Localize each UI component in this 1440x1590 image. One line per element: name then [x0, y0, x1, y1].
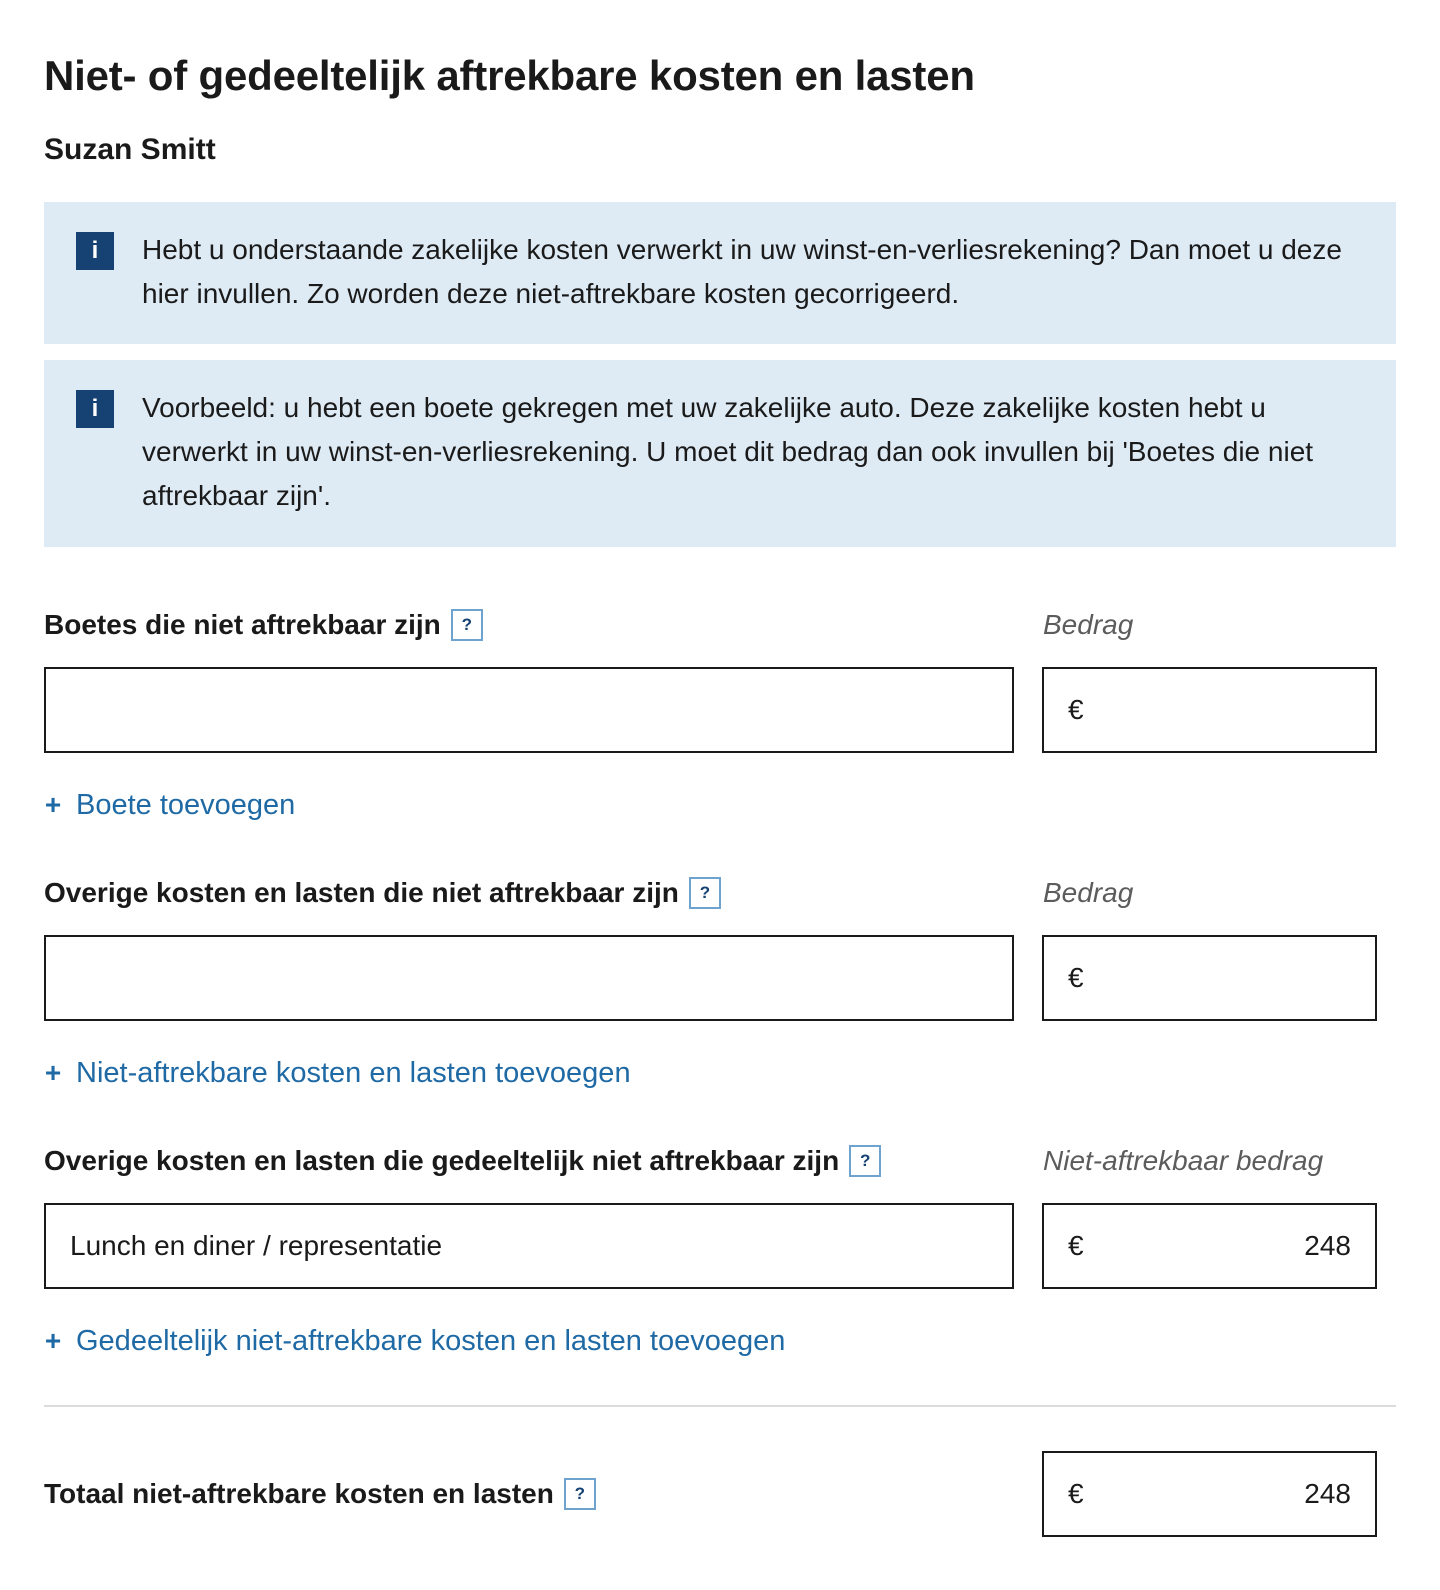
amount-header: Niet-aftrekbaar bedrag	[1043, 1145, 1324, 1176]
fine-description-input[interactable]	[44, 667, 1014, 753]
euro-icon: €	[1068, 962, 1084, 993]
section-head	[44, 873, 1396, 913]
other-cost-description-input[interactable]	[44, 935, 1014, 1021]
input-row	[44, 935, 1396, 1021]
add-link-label: Gedeeltelijk niet-aftrekbare kosten en lasten toevoegen	[76, 1325, 786, 1357]
divider	[44, 1405, 1396, 1407]
help-icon[interactable]: ?	[689, 877, 721, 909]
info-box-example	[44, 360, 1396, 547]
partial-cost-amount-input[interactable]	[1092, 1230, 1351, 1262]
page-title: Niet- of gedeeltelijk aftrekbare kosten en lasten	[44, 52, 975, 99]
section-label: Overige kosten en lasten die gedeeltelijk niet aftrekbaar zijn	[44, 1145, 840, 1176]
section-label: Overige kosten en lasten die niet aftrekbaar zijn	[44, 877, 679, 908]
other-cost-amount-field[interactable]	[1042, 935, 1377, 1021]
euro-icon: €	[1068, 1478, 1084, 1509]
total-label: Totaal niet-aftrekbare kosten en lasten	[44, 1478, 554, 1509]
info-box-instructions	[44, 202, 1396, 344]
amount-header: Bedrag	[1043, 609, 1134, 640]
partial-cost-description-input[interactable]	[44, 1203, 1014, 1289]
euro-icon: €	[1068, 1230, 1084, 1261]
person-name: Suzan Smitt	[44, 133, 216, 166]
plus-icon: +	[44, 1057, 62, 1088]
partial-cost-amount-field[interactable]	[1042, 1203, 1377, 1289]
total-amount-field[interactable]	[1042, 1451, 1377, 1537]
add-link-label: Niet-aftrekbare kosten en lasten toevoegen	[76, 1057, 631, 1089]
plus-icon: +	[44, 789, 62, 820]
euro-icon: €	[1068, 694, 1084, 725]
help-icon[interactable]: ?	[849, 1145, 881, 1177]
plus-icon: +	[44, 1325, 62, 1356]
info-icon: i	[76, 390, 114, 428]
total-row	[44, 1451, 1396, 1537]
info-icon: i	[76, 232, 114, 270]
info-text: Voorbeeld: u hebt een boete gekregen met uw zakelijke auto. Deze zakelijke kosten hebt u verwerkt in uw winst-en-verliesrekening. U moet dit bedrag dan ook invullen bij 'Boetes die niet aftrekbaar zijn'.	[142, 392, 1314, 511]
section-fines	[44, 605, 1396, 825]
input-row	[44, 1203, 1396, 1289]
add-other-cost-link[interactable]	[44, 1053, 1396, 1093]
amount-header: Bedrag	[1043, 877, 1134, 908]
info-text: Hebt u onderstaande zakelijke kosten verwerkt in uw winst-en-verliesrekening? Dan moet u deze hier invullen. Zo worden deze niet-aftrekbare kosten gecorrigeerd.	[142, 234, 1342, 309]
section-partial-costs	[44, 1141, 1396, 1361]
fine-amount-input[interactable]	[1092, 694, 1351, 726]
input-row	[44, 667, 1396, 753]
add-partial-cost-link[interactable]	[44, 1321, 1396, 1361]
add-link-label: Boete toevoegen	[76, 789, 296, 821]
section-label: Boetes die niet aftrekbaar zijn	[44, 609, 441, 640]
fine-amount-field[interactable]	[1042, 667, 1377, 753]
section-head	[44, 605, 1396, 645]
add-fine-link[interactable]	[44, 785, 1396, 825]
other-cost-amount-input[interactable]	[1092, 962, 1351, 994]
help-icon[interactable]: ?	[564, 1478, 596, 1510]
section-other-costs	[44, 873, 1396, 1093]
total-amount-input[interactable]	[1092, 1478, 1351, 1510]
help-icon[interactable]: ?	[451, 609, 483, 641]
